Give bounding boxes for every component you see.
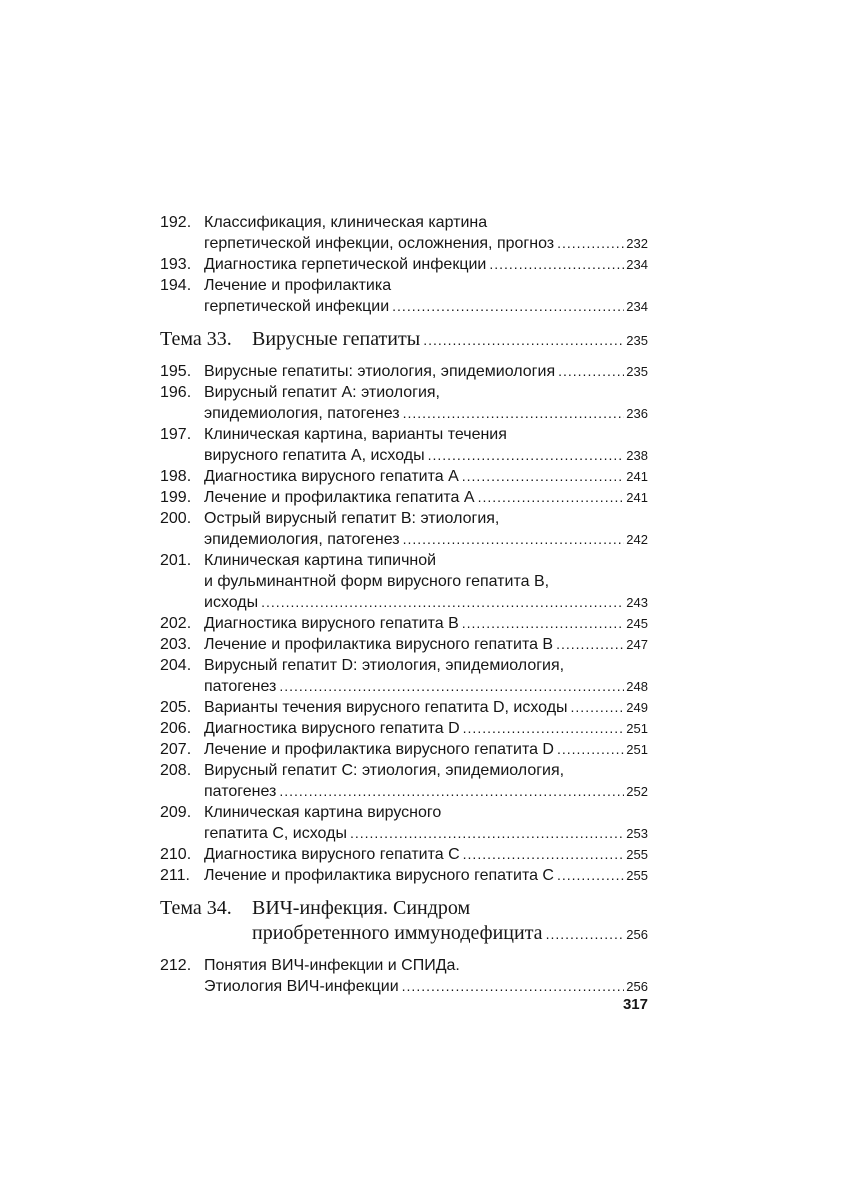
dot-leader	[489, 254, 624, 275]
entry-last-line	[204, 466, 648, 487]
entry-title-line: Классификация, клиническая картина	[204, 214, 488, 231]
dot-leader	[279, 676, 624, 697]
dot-leader	[478, 487, 625, 508]
entry-title	[204, 634, 648, 655]
entry-title-line: патогенез	[204, 678, 277, 695]
toc-entry	[160, 697, 648, 718]
entry-title	[204, 760, 648, 802]
entry-last-line	[204, 739, 648, 760]
table-of-contents	[160, 212, 648, 997]
entry-title-line: Вирусный гепатит А: этиология,	[204, 384, 440, 401]
entry-title-line: Варианты течения вирусного гепатита D, исходы	[204, 699, 568, 716]
entry-number: 206.	[160, 720, 192, 737]
entry-title	[204, 865, 648, 886]
dot-leader	[556, 634, 624, 655]
entry-number: 201.	[160, 552, 192, 569]
entry-page-number: 245	[626, 616, 648, 631]
dot-leader	[557, 865, 624, 886]
dot-leader	[462, 613, 625, 634]
entry-last-line	[204, 529, 648, 550]
entry-page-number: 256	[626, 927, 648, 942]
entry-last-line	[204, 592, 648, 613]
entry-title-line: гепатита С, исходы	[204, 825, 347, 842]
toc-entry	[160, 275, 648, 317]
entry-last-line	[204, 613, 648, 634]
entry-page-number: 251	[626, 742, 648, 757]
entry-last-line	[252, 921, 648, 947]
entry-title	[204, 844, 648, 865]
entry-title-line: Лечение и профилактика вирусного гепатита С	[204, 867, 554, 884]
entry-title-line: Вирусный гепатит D: этиология, эпидемиология,	[204, 657, 565, 674]
entry-page-number: 255	[626, 868, 648, 883]
entry-number: 210.	[160, 846, 192, 863]
dot-leader	[463, 718, 625, 739]
entry-number: 193.	[160, 256, 192, 273]
entry-title-line: патогенез	[204, 783, 277, 800]
entry-title-line: Вирусные гепатиты: этиология, эпидемиология	[204, 363, 556, 380]
entry-last-line	[204, 445, 648, 466]
entry-title	[204, 382, 648, 424]
entry-title	[204, 802, 648, 844]
toc-entry	[160, 802, 648, 844]
entry-last-line	[204, 634, 648, 655]
toc-entry	[160, 550, 648, 613]
entry-number: 208.	[160, 762, 192, 779]
entry-last-line	[204, 254, 648, 275]
entry-last-line	[204, 487, 648, 508]
entry-title-line: Клиническая картина, варианты течения	[204, 426, 507, 443]
entry-title-line: ВИЧ-инфекция. Синдром	[252, 897, 471, 919]
entry-number: 196.	[160, 384, 192, 401]
entry-number: 204.	[160, 657, 192, 674]
entry-page-number: 234	[626, 257, 648, 272]
toc-entry	[160, 718, 648, 739]
toc-entry	[160, 508, 648, 550]
dot-leader	[279, 781, 624, 802]
entry-title-line: Диагностика герпетической инфекции	[204, 256, 487, 273]
entry-title-line: Понятия ВИЧ-инфекции и СПИДа.	[204, 957, 460, 974]
entry-title-line: Лечение и профилактика вирусного гепатита D	[204, 741, 554, 758]
entry-number: 203.	[160, 636, 192, 653]
entry-number: 194.	[160, 277, 192, 294]
entry-last-line	[204, 976, 648, 997]
toc-entry	[160, 424, 648, 466]
entry-title-line: Диагностика вирусного гепатита D	[204, 720, 460, 737]
entry-number: 207.	[160, 741, 192, 758]
toc-entry	[160, 955, 648, 997]
entry-title-line: приобретенного иммунодефицита	[252, 922, 543, 944]
toc-entry	[160, 487, 648, 508]
toc-entry	[160, 634, 648, 655]
entry-number: 197.	[160, 426, 192, 443]
entry-number: 209.	[160, 804, 192, 821]
entry-page-number: 242	[626, 532, 648, 547]
entry-last-line	[204, 844, 648, 865]
entry-page-number: 235	[626, 333, 648, 348]
dot-leader	[462, 466, 625, 487]
entry-title	[204, 254, 648, 275]
dot-leader	[558, 361, 624, 382]
topic-label: Тема 33.	[160, 328, 232, 350]
entry-number: 212.	[160, 957, 192, 974]
dot-leader	[546, 922, 625, 947]
entry-page-number: 236	[626, 406, 648, 421]
dot-leader	[403, 403, 625, 424]
toc-entry	[160, 655, 648, 697]
entry-last-line	[204, 403, 648, 424]
entry-page-number: 249	[626, 700, 648, 715]
entry-title	[204, 361, 648, 382]
entry-page-number: 251	[626, 721, 648, 736]
entry-last-line	[252, 327, 648, 353]
entry-title-line: эпидемиология, патогенез	[204, 531, 400, 548]
entry-title	[204, 508, 648, 550]
entry-title-line: Лечение и профилактика	[204, 277, 392, 294]
entry-title-line: Этиология ВИЧ-инфекции	[204, 978, 399, 995]
entry-title-line: Лечение и профилактика вирусного гепатита В	[204, 636, 554, 653]
entry-page-number: 253	[626, 826, 648, 841]
dot-leader	[392, 296, 624, 317]
dot-leader	[428, 445, 625, 466]
entry-number: 198.	[160, 468, 192, 485]
entry-title-line: вирусного гепатита А, исходы	[204, 447, 425, 464]
entry-title-line: Клиническая картина вирусного	[204, 804, 442, 821]
entry-title-line: Вирусные гепатиты	[252, 328, 421, 350]
toc-entry	[160, 361, 648, 382]
entry-last-line	[204, 823, 648, 844]
entry-title	[204, 655, 648, 697]
page-number: 317	[622, 996, 648, 1013]
entry-title-line: Лечение и профилактика гепатита А	[204, 489, 475, 506]
entry-number: 192.	[160, 214, 192, 231]
entry-last-line	[204, 865, 648, 886]
entry-title	[204, 697, 648, 718]
entry-title-line: и фульминантной форм вирусного гепатита В,	[204, 573, 550, 590]
dot-leader	[350, 823, 624, 844]
entry-page-number: 243	[626, 595, 648, 610]
entry-title	[204, 718, 648, 739]
entry-last-line	[204, 296, 648, 317]
entry-number: 202.	[160, 615, 192, 632]
entry-number: 195.	[160, 363, 192, 380]
entry-page-number: 247	[626, 637, 648, 652]
entry-number: 199.	[160, 489, 192, 506]
entry-title-line: исходы	[204, 594, 259, 611]
entry-page-number: 234	[626, 299, 648, 314]
entry-page-number: 241	[626, 490, 648, 505]
entry-page-number: 248	[626, 679, 648, 694]
entry-number: 200.	[160, 510, 192, 527]
entry-title-line: Клиническая картина типичной	[204, 552, 437, 569]
dot-leader	[402, 976, 625, 997]
entry-title-line: эпидемиология, патогенез	[204, 405, 400, 422]
toc-entry	[160, 865, 648, 886]
entry-last-line	[204, 233, 648, 254]
entry-title-line: герпетической инфекции, осложнения, прогноз	[204, 235, 555, 252]
entry-title	[252, 327, 648, 353]
entry-title	[204, 613, 648, 634]
entry-title	[204, 550, 648, 613]
topic-label: Тема 34.	[160, 897, 232, 919]
entry-number: 205.	[160, 699, 192, 716]
dot-leader	[423, 328, 624, 353]
dot-leader	[403, 529, 625, 550]
toc-entry	[160, 760, 648, 802]
entry-title	[204, 739, 648, 760]
dot-leader	[463, 844, 625, 865]
entry-last-line	[204, 718, 648, 739]
toc-entry	[160, 739, 648, 760]
entry-page-number: 255	[626, 847, 648, 862]
entry-last-line	[204, 781, 648, 802]
entry-page-number: 241	[626, 469, 648, 484]
entry-page-number: 252	[626, 784, 648, 799]
dot-leader	[557, 233, 624, 254]
entry-title	[204, 212, 648, 254]
entry-title	[252, 896, 648, 947]
entry-last-line	[204, 697, 648, 718]
toc-entry	[160, 844, 648, 865]
entry-title-line: герпетической инфекции	[204, 298, 390, 315]
toc-entry	[160, 212, 648, 254]
topic-heading	[160, 327, 648, 353]
dot-leader	[571, 697, 625, 718]
dot-leader	[261, 592, 624, 613]
entry-title-line: Диагностика вирусного гепатита А	[204, 468, 459, 485]
topic-heading	[160, 896, 648, 947]
entry-title	[204, 955, 648, 997]
dot-leader	[557, 739, 624, 760]
entry-title	[204, 424, 648, 466]
toc-entry	[160, 466, 648, 487]
entry-title	[204, 466, 648, 487]
entry-page-number: 256	[626, 979, 648, 994]
entry-title-line: Острый вирусный гепатит В: этиология,	[204, 510, 500, 527]
toc-entry	[160, 613, 648, 634]
toc-entry	[160, 254, 648, 275]
entry-page-number: 238	[626, 448, 648, 463]
entry-title	[204, 487, 648, 508]
entry-title	[204, 275, 648, 317]
toc-entry	[160, 382, 648, 424]
entry-page-number: 235	[626, 364, 648, 379]
entry-last-line	[204, 676, 648, 697]
entry-number: 211.	[160, 867, 190, 884]
entry-title-line: Вирусный гепатит С: этиология, эпидемиология,	[204, 762, 565, 779]
entry-title-line: Диагностика вирусного гепатита В	[204, 615, 459, 632]
entry-title-line: Диагностика вирусного гепатита С	[204, 846, 460, 863]
entry-page-number: 232	[626, 236, 648, 251]
entry-last-line	[204, 361, 648, 382]
